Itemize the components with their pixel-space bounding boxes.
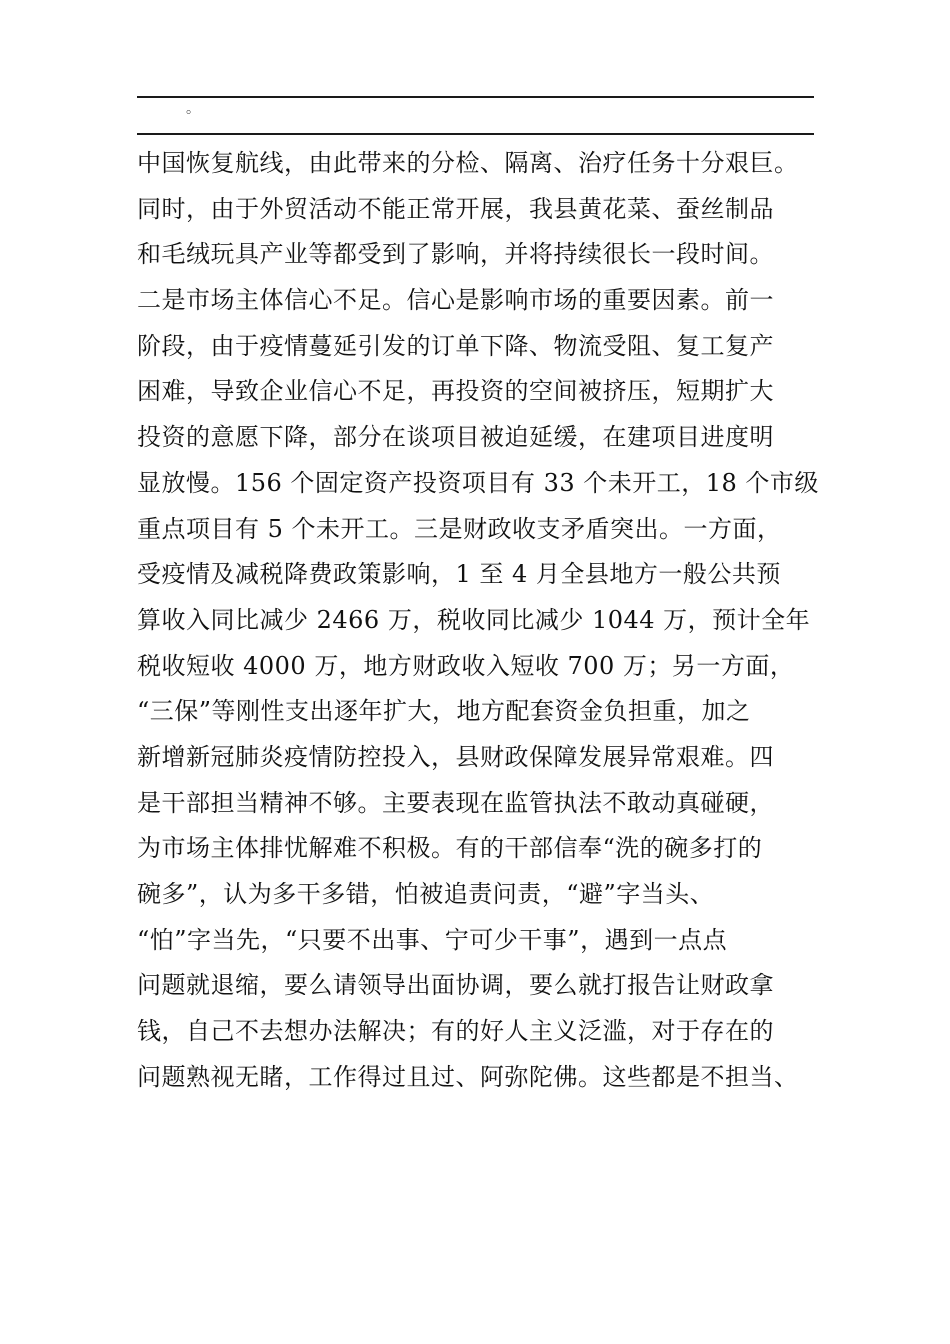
text-line: 重点项目有 5 个未开工。三是财政收支矛盾突出。一方面， <box>137 514 782 543</box>
text-line: 显放慢。156 个固定资产投资项目有 33 个未开工，18 个市级 <box>137 468 819 497</box>
text-line: 中国恢复航线，由此带来的分检、隔离、治疗任务十分艰巨。 <box>137 149 799 177</box>
text-line: 税收短收 4000 万，地方财政收入短收 700 万；另一方面， <box>137 651 795 680</box>
text-line: 为市场主体排忧解难不积极。有的干部信奉“洗的碗多打的 <box>137 834 763 863</box>
text-line: 阶段，由于疫情蔓延引发的订单下降、物流受阻、复工复产 <box>137 331 774 360</box>
text-line: 二是市场主体信心不足。信心是影响市场的重要因素。前一 <box>137 286 774 315</box>
text-line: 困难，导致企业信心不足，再投资的空间被挤压，短期扩大 <box>137 377 774 406</box>
text-line: 问题就退缩，要么请领导出面协调，要么就打报告让财政拿 <box>137 971 774 1000</box>
text-line: 新增新冠肺炎疫情防控投入，县财政保障发展异常艰难。四 <box>137 742 774 771</box>
header-bottom-rule <box>137 133 814 135</box>
text-line: 碗多”，认为多干多错，怕被追责问责，“避”字当头、 <box>137 880 715 908</box>
text-line: 钱，自己不去想办法解决；有的好人主义泛滥，对于存在的 <box>137 1017 774 1046</box>
text-line: 同时，由于外贸活动不能正常开展，我县黄花菜、蚕丝制品 <box>137 194 774 223</box>
body-text <box>137 141 837 1100</box>
text-line: 和毛绒玩具产业等都受到了影响，并将持续很长一段时间。 <box>137 240 774 269</box>
text-line: “怕”字当先，“只要不出事、宁可少干事”，遇到一点点 <box>137 925 728 954</box>
text-line: 是干部担当精神不够。主要表现在监管执法不敢动真碰硬， <box>137 788 774 817</box>
text-line: “三保”等刚性支出逐年扩大，地方配套资金负担重，加之 <box>137 697 751 726</box>
text-line: 问题熟视无睹，工作得过且过、阿弥陀佛。这些都是不担当、 <box>137 1062 799 1091</box>
header-top-rule <box>137 96 814 98</box>
header-mark: 。 <box>186 101 200 117</box>
text-line: 受疫情及减税降费政策影响，1 至 4 月全县地方一般公共预 <box>137 560 781 589</box>
text-line: 投资的意愿下降，部分在谈项目被迫延缓，在建项目进度明 <box>137 423 774 452</box>
text-line: 算收入同比减少 2466 万，税收同比减少 1044 万，预计全年 <box>137 605 811 634</box>
